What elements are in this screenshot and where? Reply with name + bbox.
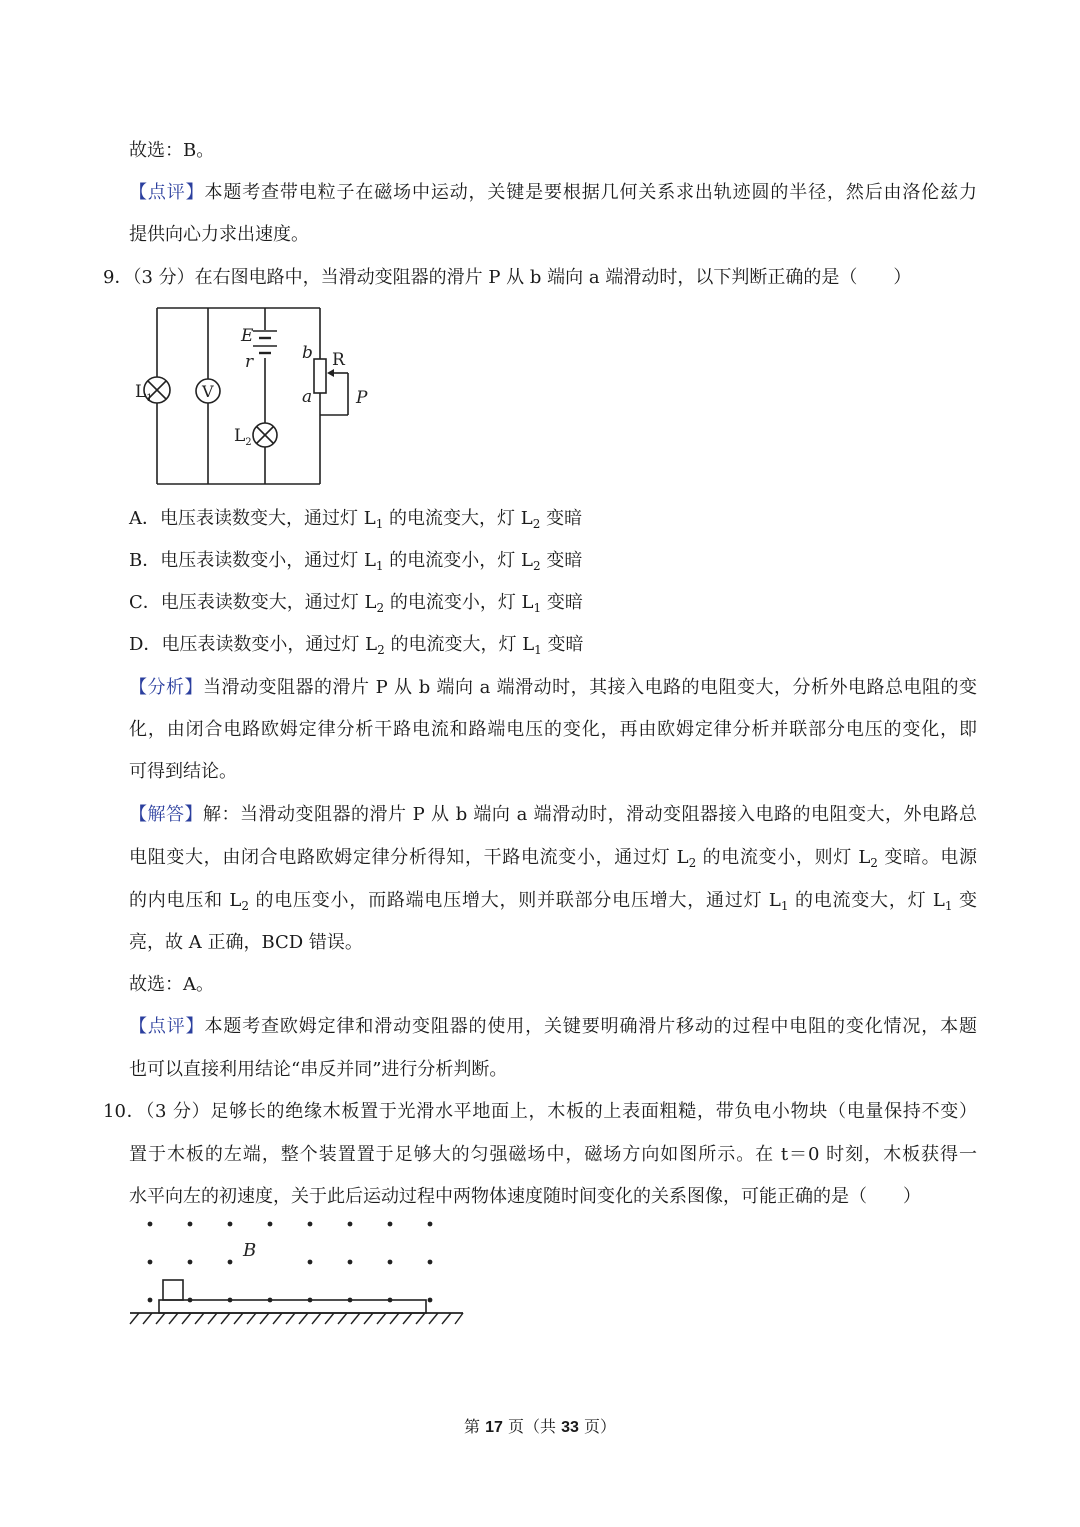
- q9-stem: 9．（3 分）在右图电路中，当滑动变阻器的滑片 P 从 b 端向 a 端滑动时，以下判断正确的是（ ）: [103, 267, 912, 288]
- q9-option-d: D．电压表读数变小，通过灯 $L_2$ 的电流变大，灯 $L_1$ 变暗: [129, 634, 584, 657]
- page-total: 33: [561, 1419, 579, 1436]
- q10-number: 10．: [103, 1101, 146, 1122]
- charged-block: [163, 1280, 183, 1300]
- q9-circuit-diagram: [120, 296, 380, 491]
- analysis-tag: 【分析】: [129, 677, 203, 698]
- lamp-l2-icon: [253, 423, 277, 447]
- q10-stem-line-2: 置于木板的左端，整个装置置于足够大的匀强磁场中，磁场方向如图所示。在 t＝0 时刻，木板获得一: [129, 1144, 977, 1165]
- lamp-l2-label: $L_2$: [234, 426, 252, 448]
- field-dots: [148, 1222, 433, 1303]
- q9-solution-line-4: 亮，故 A 正确，BCD 错误。: [129, 932, 363, 953]
- solution-tag: 【解答】: [129, 804, 203, 825]
- q9-option-c: C．电压表读数变大，通过灯 $L_2$ 的电流变小，灯 $L_1$ 变暗: [129, 592, 583, 615]
- q9-answer: 故选：A。: [129, 974, 214, 995]
- q9-analysis-line-1: 【分析】当滑动变阻器的滑片 P 从 b 端向 a 端滑动时，其接入电路的电阻变大，分析外电路总电阻的变: [129, 677, 977, 698]
- internal-resistance-label: r: [245, 352, 254, 372]
- q10-stem-line-3: 水平向左的初速度，关于此后运动过程中两物体速度随时间变化的关系图像，可能正确的是（ ）: [129, 1186, 921, 1207]
- q8-comment-line-2: 提供向心力求出速度。: [129, 224, 309, 245]
- comment-tag: 【点评】: [129, 182, 205, 203]
- page-footer: 第 17 页（共 33 页）: [464, 1417, 616, 1436]
- comment-tag: 【点评】: [129, 1016, 205, 1037]
- q9-comment-line-1: 【点评】本题考查欧姆定律和滑动变阻器的使用，关键要明确滑片移动的过程中电阻的变化情况，本题: [129, 1016, 978, 1037]
- page-number: 17: [485, 1419, 503, 1436]
- q10-magnetic-field-diagram: [125, 1212, 470, 1332]
- q9-analysis-line-3: 可得到结论。: [129, 761, 237, 782]
- q8-comment-line-1: 【点评】本题考查带电粒子在磁场中运动，关键是要根据几何关系求出轨迹圆的半径，然后由洛伦兹力: [129, 182, 978, 203]
- q9-analysis-line-2: 化，由闭合电路欧姆定律分析干路电流和路端电压的变化，再由欧姆定律分析并联部分电压的变化，即: [129, 719, 977, 740]
- resistor-label: R: [332, 350, 345, 370]
- q10-stem-line-1: 10．（3 分）足够长的绝缘木板置于光滑水平地面上，木板的上表面粗糙，带负电小物块（电量保持不变）: [103, 1101, 978, 1122]
- end-b-label: b: [302, 343, 313, 363]
- emf-label: E: [241, 326, 254, 346]
- q9-option-a: A．电压表读数变大，通过灯 $L_1$ 的电流变大，灯 $L_2$ 变暗: [129, 508, 583, 531]
- rheostat-icon: [314, 359, 334, 393]
- q9-comment-line-2: 也可以直接利用结论“串反并同”进行分析判断。: [129, 1059, 508, 1080]
- q9-number: 9．: [103, 267, 133, 288]
- voltmeter-label: V: [202, 382, 214, 401]
- q9-option-b: B．电压表读数变小，通过灯 $L_1$ 的电流变小，灯 $L_2$ 变暗: [129, 550, 583, 573]
- insulating-board: [159, 1300, 426, 1313]
- slider-label: P: [356, 388, 368, 408]
- lamp-l1-label: $L_1$: [135, 382, 153, 404]
- q9-solution-line-2: 电阻变大，由闭合电路欧姆定律分析得知，干路电流变小，通过灯 $L_2$ 的电流变小，则灯 $L_2$ 变暗。电源: [129, 847, 977, 870]
- end-a-label: a: [302, 387, 313, 407]
- ground-icon: [130, 1313, 463, 1324]
- q8-answer: 故选：B。: [129, 140, 215, 161]
- q9-solution-line-3: 的内电压和 $L_2$ 的电压变小，而路端电压增大，则并联部分电压增大，通过灯 $L_1$ 的电流变大，灯 $L_1$ 变: [129, 890, 977, 913]
- q9-solution-line-1: 【解答】解：当滑动变阻器的滑片 P 从 b 端向 a 端滑动时，滑动变阻器接入电路的电阻变大，外电路总: [129, 804, 977, 825]
- field-label: B: [243, 1240, 257, 1261]
- battery-icon: [253, 331, 277, 353]
